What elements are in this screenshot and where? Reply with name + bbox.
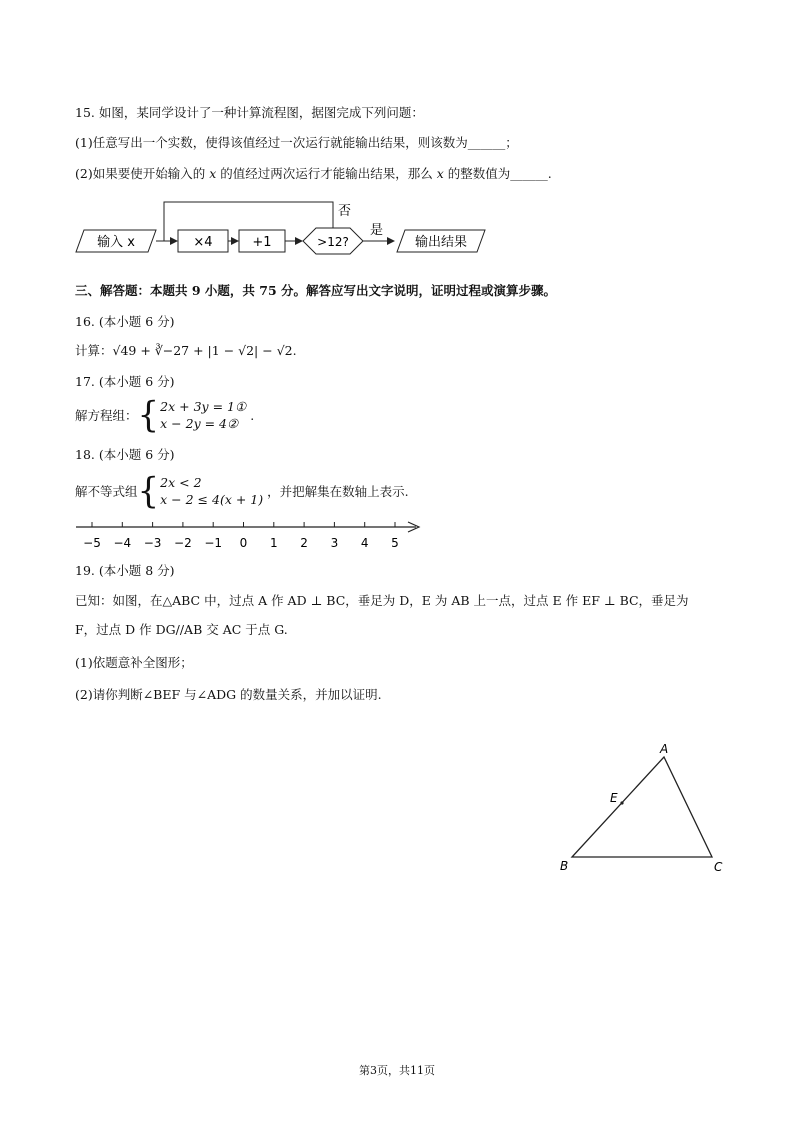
flowchart <box>72 196 492 266</box>
triangle-abc <box>572 757 712 857</box>
number-line-tick-label: 2 <box>300 536 308 550</box>
q15-stem: 15. 如图，某同学设计了一种计算流程图，据图完成下列问题： <box>75 105 424 120</box>
input-label: 输入 x <box>97 235 135 250</box>
q16-heading: 16. (本小题 6 分) <box>75 314 175 329</box>
q17-system <box>75 394 255 436</box>
q18-heading: 18. (本小题 6 分) <box>75 447 175 462</box>
q15-part2-b: 的值经过两次运行才能输出结果，那么 <box>220 166 433 181</box>
q15-part2 <box>75 165 552 183</box>
q16-body: 计算：√49 + ∛−27 + |1 − √2| − √2. <box>75 343 297 358</box>
number-line-tick-label: 1 <box>269 536 278 550</box>
no-label: 否 <box>338 204 352 219</box>
q19-part1: (1)依题意补全图形； <box>75 655 193 670</box>
q18-system <box>75 470 409 512</box>
number-line-tick-label: −5 <box>83 536 101 550</box>
triangle-figure <box>550 735 740 880</box>
plus1-label: +1 <box>252 235 272 250</box>
q17-eq2: x − 2y = 4② <box>160 416 239 431</box>
output-label: 输出结果 <box>414 235 468 250</box>
number-line-tick-label: −1 <box>204 536 223 550</box>
q17-heading: 17. (本小题 6 分) <box>75 374 175 389</box>
label-e: E <box>610 791 618 805</box>
q19-line1: 已知：如图，在△ABC 中，过点 A 作 AD ⊥ BC，垂足为 D，E 为 AB 上一点，过点 E 作 EF ⊥ BC，垂足为 <box>75 593 689 608</box>
point-e <box>620 801 623 804</box>
number-line-tick-label: −3 <box>143 536 162 550</box>
q17-tail: . <box>250 407 255 423</box>
q17-label: 解方程组： <box>75 408 138 423</box>
q15-part2-a: (2)如果要使开始输入的 <box>75 166 206 181</box>
q15-var-x: x <box>209 166 217 181</box>
q17-brace: { <box>137 394 160 436</box>
number-line-tick-label: 4 <box>360 536 369 550</box>
q18-brace: { <box>137 470 160 512</box>
number-line-tick-label: −2 <box>174 536 192 550</box>
number-line-tick-label: 5 <box>391 536 399 550</box>
q17-eq1: 2x + 3y = 1① <box>160 399 247 414</box>
q19-line2: F，过点 D 作 DG//AB 交 AC 于点 G. <box>75 622 288 637</box>
yes-label: 是 <box>370 223 384 238</box>
q19-part2: (2)请你判断∠BEF 与∠ADG 的数量关系，并加以证明. <box>75 687 382 702</box>
q15-part2-c: 的整数值为______. <box>447 166 552 181</box>
number-line-tick-label: −4 <box>113 536 132 550</box>
q18-ineq2: x − 2 ≤ 4(x + 1) <box>160 492 264 507</box>
q18-tail: ，并把解集在数轴上表示. <box>267 484 409 499</box>
number-line-tick-label: 3 <box>330 536 339 550</box>
number-line <box>72 516 424 556</box>
compare-label: >12? <box>317 235 349 249</box>
q15-part1: (1)任意写出一个实数，使得该值经过一次运行就能输出结果，则该数为______； <box>75 135 518 150</box>
label-c: C <box>714 860 723 874</box>
label-b: B <box>560 859 569 873</box>
q18-label: 解不等式组 <box>75 484 138 499</box>
q19-heading: 19. (本小题 8 分) <box>75 563 175 578</box>
label-a: A <box>660 742 669 756</box>
page-footer: 第3页，共11页 <box>359 1064 435 1077</box>
q18-ineq1: 2x < 2 <box>160 475 202 490</box>
q15-var-x2: x <box>436 166 444 181</box>
times4-label: ×4 <box>193 235 213 250</box>
section3-heading: 三、解答题：本题共 9 小题，共 75 分。解答应写出文字说明，证明过程或演算步骤。 <box>75 283 557 298</box>
number-line-tick-label: 0 <box>239 536 248 550</box>
